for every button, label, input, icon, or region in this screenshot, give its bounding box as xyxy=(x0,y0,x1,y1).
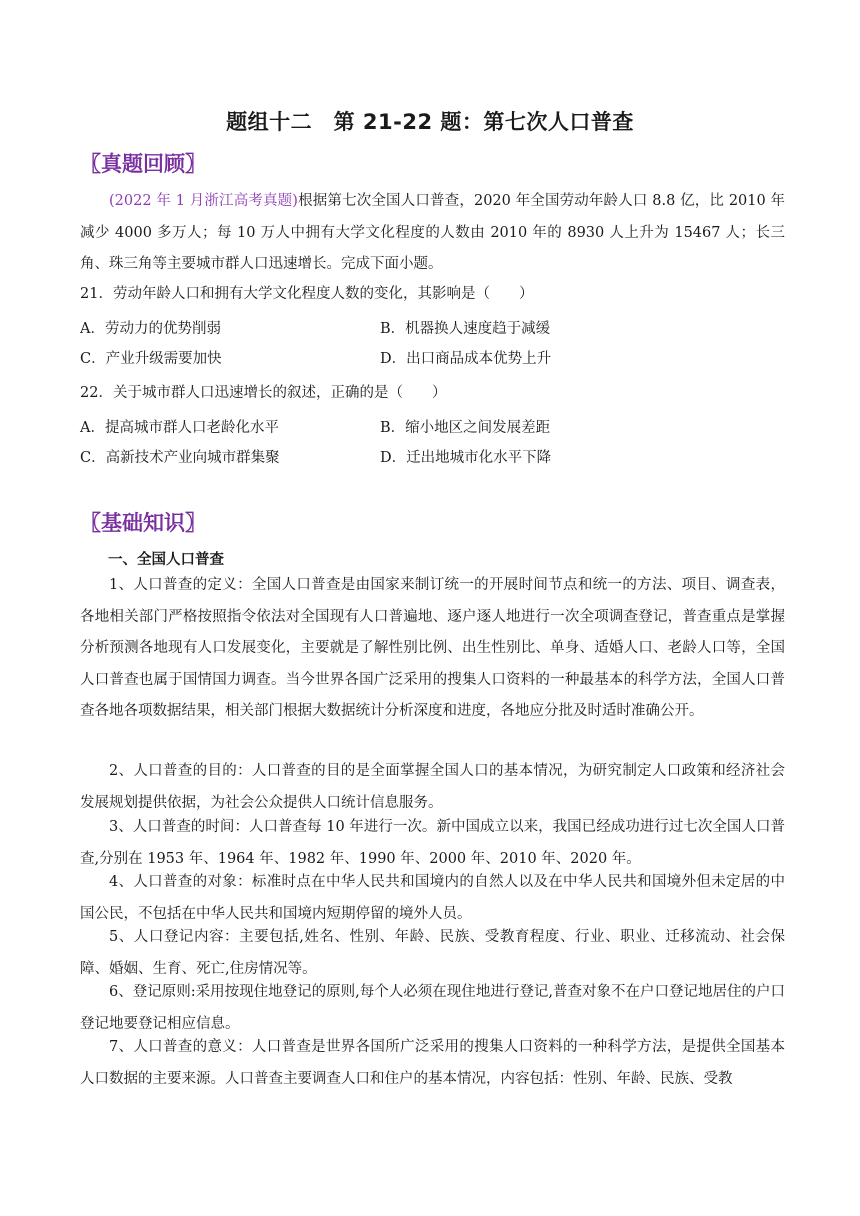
paragraph-significance: 7、人口普查的意义：人口普查是世界各国所广泛采用的搜集人口资料的一种科学方法，是提供全国基本人口数据的主要来源。人口普查主要调查人口和住户的基本情况，内容包括：性别、年龄、民族、受教 xyxy=(80,1039,785,1087)
q22-option-c: C．高新技术产业向城市群集聚 xyxy=(80,450,280,466)
paragraph-purpose: 2、人口普查的目的：人口普查的目的是全面掌握全国人口的基本情况，为研究制定人口政策和经济社会发展规划提供依据，为社会公众提供人口统计信息服务。 xyxy=(80,763,785,811)
paragraph-timing: 3、人口普查的时间：人口普查每 10 年进行一次。新中国成立以来，我国已经成功进行过七次全国人口普查,分别在 1953 年、1964 年、1982 年、1990 年、2000 年、2010 年、2020 年。 xyxy=(80,819,785,867)
question-22-stem: 22．关于城市群人口迅速增长的叙述，正确的是（ ） xyxy=(80,385,447,401)
paragraph-definition: 1、人口普查的定义：全国人口普查是由国家来制订统一的开展时间节点和统一的方法、项目、调查表，各地相关部门严格按照指令依法对全国现有人口普遍地、逐户逐人地进行一次全项调查登记，普查重点是掌握分析预测各地现有人口发展变化，主要就是了解性别比例、出生性别比、单身、适婚人口、老龄人口等，全国人口普查也属于国情国力调查。当今世界各国广泛采用的搜集人口资料的一种最基本的科学方法，全国人口普查各地各项数据结果，相关部门根据大数据统计分析深度和进度，各地应分批及时适时准确公开。 xyxy=(80,577,785,719)
subheading-census: 一、全国人口普查 xyxy=(108,552,224,568)
exam-source: (2022 年 1 月浙江高考真题) xyxy=(109,193,298,209)
q22-option-b: B．缩小地区之间发展差距 xyxy=(380,420,551,436)
passage-text: 根据第七次全国人口普查，2020 年全国劳动年龄人口 8.8 亿，比 2010 年减少 4000 多万人；每 10 万人中拥有大学文化程度的人数由 2010 年的 8930 人上升为 15467 人；长三角、珠三角等主要城市群人口迅速增长。完成下面小题。 xyxy=(80,193,785,272)
paragraph-content: 5、人口登记内容：主要包括,姓名、性别、年龄、民族、受教育程度、行业、职业、迁移流动、社会保障、婚姻、生育、死亡,住房情况等。 xyxy=(80,929,785,977)
q21-option-b: B．机器换人速度趋于减缓 xyxy=(380,321,551,337)
q21-option-c: C．产业升级需要加快 xyxy=(80,351,222,367)
q21-option-d: D．出口商品成本优势上升 xyxy=(380,351,552,367)
review-passage xyxy=(80,186,785,281)
section-header-basics: 〖基础知识〗 xyxy=(80,511,206,535)
q22-option-d: D．迁出地城市化水平下降 xyxy=(380,450,552,466)
paragraph-subjects: 4、人口普查的对象：标准时点在中华人民共和国境内的自然人以及在中华人民共和国境外但未定居的中国公民，不包括在中华人民共和国境内短期停留的境外人员。 xyxy=(80,874,785,922)
page-title: 题组十二 第 21-22 题：第七次人口普查 xyxy=(226,110,634,134)
paragraph-principle: 6、登记原则:采用按现住地登记的原则,每个人必须在现住地进行登记,普查对象不在户口登记地居住的户口登记地要登记相应信息。 xyxy=(80,984,785,1032)
q22-option-a: A．提高城市群人口老龄化水平 xyxy=(80,420,279,436)
question-21-stem: 21．劳动年龄人口和拥有大学文化程度人数的变化，其影响是（ ） xyxy=(80,286,534,302)
section-header-review: 〖真题回顾〗 xyxy=(80,152,206,176)
q21-option-a: A．劳动力的优势削弱 xyxy=(80,321,221,337)
